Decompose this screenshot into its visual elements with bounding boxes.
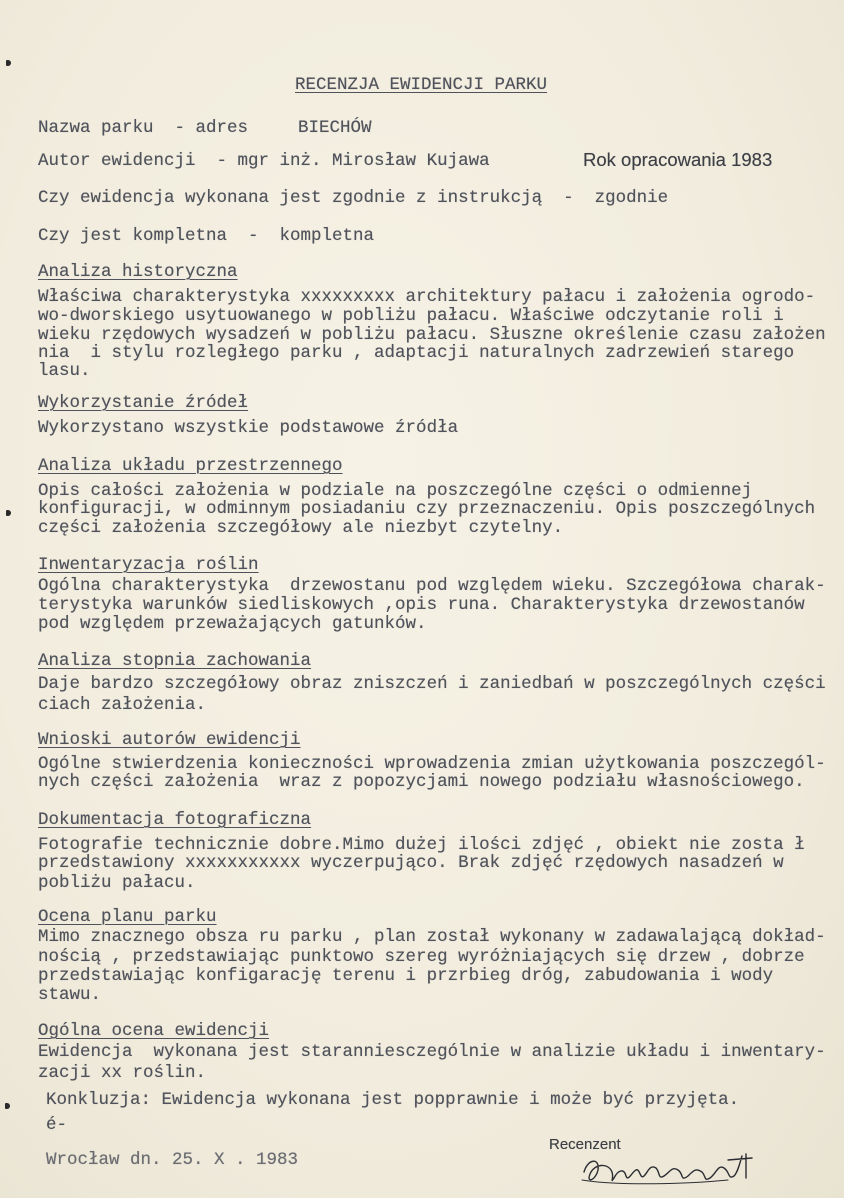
section-line: części założenia szczegółowy ale niezbyt czytelny. (38, 518, 564, 538)
section-heading: Ocena planu parku (38, 907, 217, 927)
section-line: Właściwa charakterystyka xxxxxxxxx architektury pałacu i założenia ogrodo- (38, 287, 816, 307)
section-line: przedstawiony xxxxxxxxxxx wyczerpująco. Brak zdjęć rzędowych nasadzeń w (38, 853, 784, 873)
section-line: Mimo znacznego obsza ru parku , plan został wykonany w zadawalającą dokład- (38, 927, 826, 947)
compliance-line: Czy ewidencja wykonana jest zgodnie z instrukcją - zgodnie (38, 188, 669, 208)
section-heading: Ogólna ocena ewidencji (38, 1021, 270, 1041)
year-line: Rok opracowania 1983 (583, 149, 773, 170)
completeness-line: Czy jest kompletna - kompletna (38, 226, 375, 246)
section-line: nia i stylu rozległego parku , adaptacji naturalnych zadrzewień starego (38, 343, 795, 363)
margin-mark (6, 510, 11, 516)
section-line: Opis całości założenia w podziale na poszczególne części o odmiennej (38, 481, 753, 501)
reviewer-signature (578, 1150, 778, 1192)
park-name-label: Nazwa parku - adres (38, 118, 249, 138)
section-line: Daje bardzo szczegółowy obraz zniszczeń i zaniedbań w poszczególnych części (38, 674, 826, 694)
section-line: pobliżu pałacu. (38, 873, 196, 893)
section-heading: Analiza stopnia zachowania (38, 651, 312, 671)
reviewer-label: Recenzent (549, 1136, 621, 1153)
section-heading: Inwentaryzacja roślin (38, 555, 259, 575)
section-line: wo-dworskiego usytuowanego w pobliżu pałacu. Właściwe odczytanie roli i (38, 306, 784, 326)
section-line: pod względem przeważających gatunków. (38, 614, 427, 634)
place-date: Wrocław dn. 25. X . 1983 (46, 1150, 299, 1170)
margin-mark (6, 60, 11, 66)
section-line: wieku rzędowych wysadzeń w pobliżu pałacu. Słuszne określenie czasu założen (38, 325, 826, 345)
section-heading: Dokumentacja fotograficzna (38, 810, 312, 830)
section-heading: Wykorzystanie źródeł (38, 393, 249, 413)
section-line: terystyka warunków siedliskowych ,opis runa. Charakterystyka drzewostanów (38, 595, 805, 615)
author-line: Autor ewidencji - mgr inż. Mirosław Kujawa (38, 151, 490, 171)
section-heading: Wnioski autorów ewidencji (38, 730, 301, 750)
section-line: Ogólne stwierdzenia konieczności wprowadzenia zmian użytkowania poszczegól- (38, 754, 826, 774)
section-line: zacji xx roślin. (38, 1063, 207, 1083)
section-line: Wykorzystano wszystkie podstawowe źródła (38, 418, 459, 438)
section-line: przedstawiając konfigarację terenu i przrbieg dróg, zabudowania i wody (38, 966, 774, 986)
document-title: RECENZJA EWIDENCJI PARKU (295, 75, 548, 95)
section-line: stawu. (38, 985, 102, 1005)
section-line: konfiguracji, w odminnym posiadaniu czy przeznaczeniu. Opis poszczególnych (38, 499, 816, 519)
section-line: lasu. (38, 361, 91, 381)
conclusion-line: Konkluzja: Ewidencja wykonana jest popprawnie i może być przyjęta. (46, 1090, 740, 1110)
section-heading: Analiza historyczna (38, 262, 238, 282)
section-line: nością , przedstawiając punktowo szereg wyróżniających się drzew , dobrze (38, 947, 805, 967)
section-heading: Analiza układu przestrzennego (38, 456, 343, 476)
section-line: nych części założenia wraz z popozycjami nowego podziału własnościowego. (38, 772, 805, 792)
margin-mark (5, 1103, 10, 1109)
park-name-value: BIECHÓW (298, 118, 372, 138)
section-line: Ogólna charakterystyka drzewostanu pod względem wieku. Szczegółowa charak- (38, 576, 826, 596)
conclusion-rule: é- (46, 1115, 68, 1135)
section-line: Ewidencja wykonana jest staranniesczególnie w analizie układu i inwentary- (38, 1042, 826, 1062)
section-line: Fotografie technicznie dobre.Mimo dużej ilości zdjęć , obiekt nie zosta ł (38, 835, 805, 855)
section-line: ciach założenia. (38, 695, 207, 715)
